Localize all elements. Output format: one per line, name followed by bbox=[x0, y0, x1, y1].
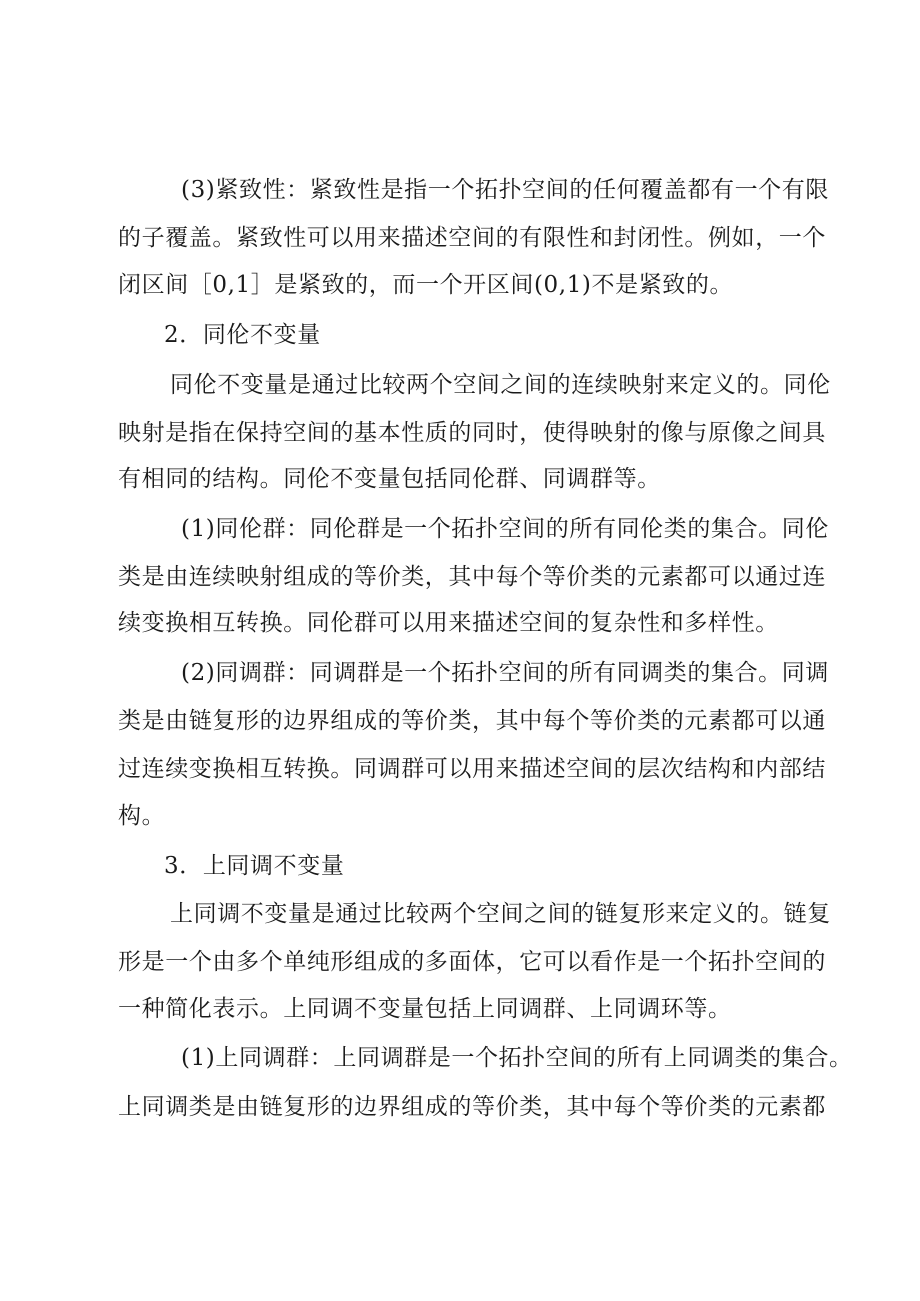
text-line: (2)同调群：同调群是一个拓扑空间的所有同调类的集合。同调 bbox=[181, 660, 829, 686]
text-line: 构。 bbox=[118, 803, 166, 829]
text-line: (1)同伦群：同伦群是一个拓扑空间的所有同伦类的集合。同伦 bbox=[181, 516, 829, 542]
text-line: 类是由连续映射组成的等价类，其中每个等价类的元素都可以通过连 bbox=[118, 564, 826, 590]
text-line: 上同调不变量是通过比较两个空间之间的链复形来定义的。链复 bbox=[170, 901, 831, 927]
text-line: 有相同的结构。同伦不变量包括同伦群、同调群等。 bbox=[118, 466, 661, 492]
text-line: 续变换相互转换。同伦群可以用来描述空间的复杂性和多样性。 bbox=[118, 610, 779, 636]
text-line: 闭区间［0,1］是紧致的，而一个开区间(0,1)不是紧致的。 bbox=[118, 272, 734, 298]
text-line: (3)紧致性：紧致性是指一个拓扑空间的任何覆盖都有一个有限 bbox=[181, 177, 829, 203]
text-line: 映射是指在保持空间的基本性质的同时，使得映射的像与原像之间具 bbox=[118, 420, 826, 446]
text-line: 过连续变换相互转换。同调群可以用来描述空间的层次结构和内部结 bbox=[118, 756, 826, 782]
text-line: 的子覆盖。紧致性可以用来描述空间的有限性和封闭性。例如，一个 bbox=[118, 225, 826, 251]
section-heading: 2．同伦不变量 bbox=[164, 322, 321, 348]
text-line: 类是由链复形的边界组成的等价类，其中每个等价类的元素都可以通 bbox=[118, 708, 826, 734]
text-line: (1)上同调群：上同调群是一个拓扑空间的所有上同调类的集合。 bbox=[181, 1045, 853, 1071]
text-line: 一种简化表示。上同调不变量包括上同调群、上同调环等。 bbox=[118, 996, 732, 1022]
section-heading: 3．上同调不变量 bbox=[164, 853, 345, 879]
text-line: 同伦不变量是通过比较两个空间之间的连续映射来定义的。同伦 bbox=[170, 372, 831, 398]
text-line: 上同调类是由链复形的边界组成的等价类，其中每个等价类的元素都 bbox=[118, 1094, 826, 1120]
text-line: 形是一个由多个单纯形组成的多面体，它可以看作是一个拓扑空间的 bbox=[118, 949, 826, 975]
